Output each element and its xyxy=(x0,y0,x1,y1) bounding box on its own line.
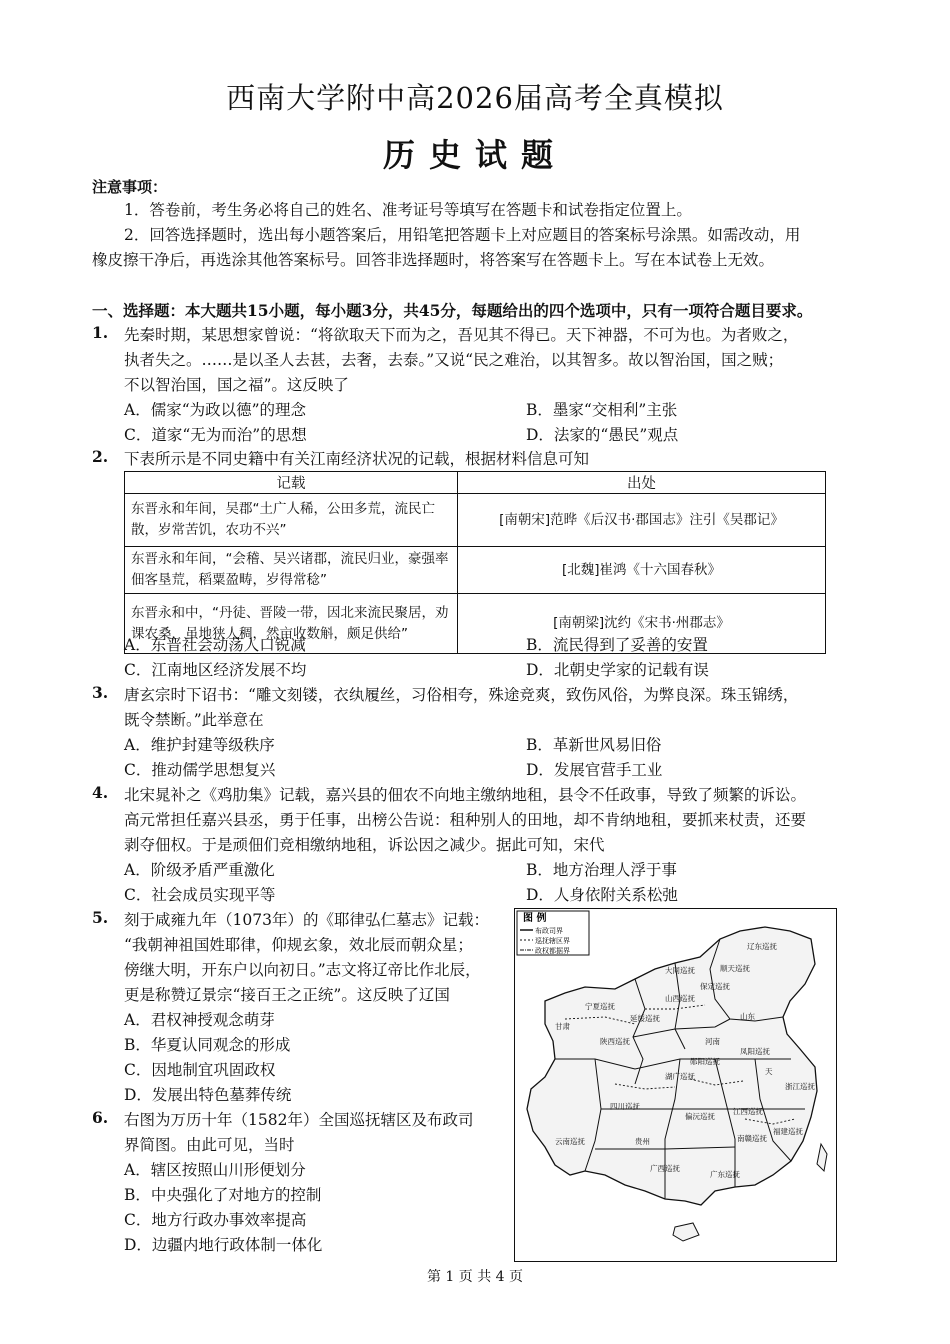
notes-heading: 注意事项： xyxy=(92,178,168,196)
map-label-fujian: 福建巡抚 xyxy=(773,1127,803,1136)
q4-option-b: B．地方治理人浮于事 xyxy=(526,861,677,879)
q5-option-c: C．因地制宜巩固政权 xyxy=(124,1061,276,1079)
map-label-guangxi: 广西巡抚 xyxy=(650,1164,680,1173)
table-header-source: 出处 xyxy=(458,472,826,494)
q1-stem-line2: 执者失之。……是以圣人去甚，去奢，去泰。”又说“民之难治，以其智多。故以智治国，国之贼； xyxy=(124,351,784,369)
q6-option-d: D．边疆内地行政体制一体化 xyxy=(124,1236,323,1254)
q5-option-d: D．发展出特色墓葬传统 xyxy=(124,1086,292,1104)
q4-option-c: C．社会成员实现平等 xyxy=(124,886,276,904)
map-label-ningxia: 宁夏巡抚 xyxy=(585,1002,615,1011)
q6-stem-line2: 界简图。由此可见，当时 xyxy=(124,1136,295,1154)
map-label-zhejiang: 浙江巡抚 xyxy=(785,1082,815,1091)
map-label-datong: 大同巡抚 xyxy=(665,966,695,975)
q3-stem-line2: 既令禁断。”此举意在 xyxy=(124,711,264,729)
legend-item-1: 布政司界 xyxy=(535,927,563,935)
q3-option-a: A．维护封建等级秩序 xyxy=(124,736,275,754)
table-row3-source: [南朝梁]沈约《宋书·州郡志》 xyxy=(458,594,826,654)
note-item-2-line2: 橡皮擦干净后，再选涂其他答案标号。回答非选择题时，将答案写在答题卡上。写在本试卷上无效。 xyxy=(92,251,775,269)
legend-title: 图 例 xyxy=(523,913,547,924)
q4-stem-line3: 剥夺佃权。于是顽佃们竞相缴纳地租，诉讼因之减少。据此可知，宋代 xyxy=(124,836,605,854)
q6-stem-line1: 右图为万历十年（1582年）全国巡抚辖区及布政司 xyxy=(124,1111,474,1129)
q3-number: 3. xyxy=(92,683,109,702)
map-label-pianyuan: 偏沅巡抚 xyxy=(685,1112,715,1121)
map-label-shaanxi: 陕西巡抚 xyxy=(600,1037,630,1046)
q4-stem-line1: 北宋晁补之《鸡肋集》记载，嘉兴县的佃农不向地主缴纳地租，县令不任政事，导致了频繁的诉讼。 xyxy=(124,786,807,804)
q6-option-b: B．中央强化了对地方的控制 xyxy=(124,1186,322,1204)
q2-number: 2. xyxy=(92,447,109,466)
q1-option-d: D．法家的“愚民”观点 xyxy=(526,426,679,444)
map-label-tian: 天 xyxy=(765,1067,773,1076)
map-label-fengyang: 凤阳巡抚 xyxy=(740,1047,770,1056)
q3-option-c: C．推动儒学思想复兴 xyxy=(124,761,276,779)
records-table xyxy=(124,471,826,654)
map-label-baoding: 保定巡抚 xyxy=(700,982,730,991)
q4-number: 4. xyxy=(92,783,109,802)
q5-option-a: A．君权神授观念萌芽 xyxy=(124,1011,275,1029)
q1-option-a: A．儒家“为政以德”的理念 xyxy=(124,401,307,419)
q2-option-a: A．东晋社会动荡人口锐减 xyxy=(124,636,306,654)
map-label-henan: 河南 xyxy=(705,1037,720,1046)
ming-governor-map xyxy=(514,908,837,1262)
table-row1-record: 东晋永和年间，吴郡“土广人稀，公田多荒，流民亡散，岁常苦饥，农功不兴” xyxy=(125,494,458,547)
map-label-guizhou: 贵州 xyxy=(635,1137,650,1146)
q5-stem-line4: 更是称赞辽景宗“接百王之正统”。这反映了辽国 xyxy=(124,986,450,1004)
q3-option-d: D．发展官营手工业 xyxy=(526,761,663,779)
map-label-nangan: 南赣巡抚 xyxy=(737,1134,767,1143)
q1-number: 1. xyxy=(92,323,109,342)
map-label-yunnan: 云南巡抚 xyxy=(555,1137,585,1146)
map-label-liaodong: 辽东巡抚 xyxy=(747,942,777,951)
map-label-shuntian: 顺天巡抚 xyxy=(720,964,750,973)
taiwan-island xyxy=(817,1144,827,1171)
q3-option-b: B．革新世风易旧俗 xyxy=(526,736,662,754)
table-row3-record: 东晋永和中，“丹徒、晋陵一带，因北来流民聚居，劝课农桑，虽地狭人稠，然亩收数斛，颇足供给” xyxy=(125,594,458,654)
hainan-island xyxy=(673,1223,699,1241)
map-label-sichuan: 四川巡抚 xyxy=(610,1102,640,1111)
q5-stem-line2: “我朝神祖国姓耶律，仰规玄象，效北辰而朝众星； xyxy=(124,936,473,954)
map-label-guangdong: 广东巡抚 xyxy=(710,1170,740,1179)
q6-option-a: A．辖区按照山川形便划分 xyxy=(124,1161,306,1179)
q4-stem-line2: 高元常担任嘉兴县丞，勇于任事，出榜公告说：租种别人的田地，却不肯纳地租，要抓来杖责，还要 xyxy=(124,811,807,829)
q4-option-a: A．阶级矛盾严重激化 xyxy=(124,861,275,879)
q1-option-b: B．墨家“交相利”主张 xyxy=(526,401,678,419)
map-label-shandong: 山东 xyxy=(740,1012,755,1021)
page-footer: 第 1 页 共 4 页 xyxy=(426,1269,524,1285)
map-label-huguang: 湖广巡抚 xyxy=(665,1072,695,1081)
table-row2-source: [北魏]崔鸿《十六国春秋》 xyxy=(458,547,826,594)
map-drawing xyxy=(515,909,836,1261)
table-row2-record: 东晋永和年间，“会稽、吴兴诸郡，流民归业，豪强率佃客垦荒，稻粟盈畴，岁得常稔” xyxy=(125,547,458,594)
section-heading: 一、选择题：本大题共15小题，每小题3分，共45分，每题给出的四个选项中，只有一项符合题目要求。 xyxy=(92,301,813,320)
legend-item-2: 巡抚辖区界 xyxy=(535,937,570,945)
q6-number: 6. xyxy=(92,1108,109,1127)
q3-stem-line1: 唐玄宗时下诏书：“雕文刻镂，衣纨履丝，习俗相夸，殊途竞爽，致伤风俗，为弊良深。珠玉锦绣， xyxy=(124,686,799,704)
q2-stem: 下表所示是不同史籍中有关江南经济状况的记载，根据材料信息可知 xyxy=(124,450,590,468)
q5-stem-line3: 傍继大明，开东户以向初日。”志文将辽帝比作北辰， xyxy=(124,961,481,979)
q1-stem-line1: 先秦时期，某思想家曾说：“将欲取天下而为之，吾见其不得已。天下神器，不可为也。为者败之， xyxy=(124,326,799,344)
map-label-yansui: 延绥巡抚 xyxy=(630,1014,660,1023)
q2-option-c: C．江南地区经济发展不均 xyxy=(124,661,307,679)
note-item-1: 1．答卷前，考生务必将自己的姓名、准考证号等填写在答题卡和试卷指定位置上。 xyxy=(124,201,692,219)
note-item-2-line1: 2．回答选择题时，选出每小题答案后，用铅笔把答题卡上对应题目的答案标号涂黑。如需改动，用 xyxy=(124,226,801,244)
q4-option-d: D．人身依附关系松弛 xyxy=(526,886,678,904)
exam-subject: 历史试题 xyxy=(382,136,567,174)
table-header-record: 记载 xyxy=(125,472,458,494)
q5-number: 5. xyxy=(92,908,109,927)
exam-title: 西南大学附中高2026届高考全真模拟 xyxy=(226,81,724,115)
q5-stem-line1: 刻于咸雍九年（1073年）的《耶律弘仁墓志》记载： xyxy=(124,911,489,929)
q5-option-b: B．华夏认同观念的形成 xyxy=(124,1036,291,1054)
q2-option-b: B．流民得到了妥善的安置 xyxy=(526,636,708,654)
map-label-shanxi: 山西巡抚 xyxy=(665,994,695,1003)
map-label-gansu: 甘肃 xyxy=(555,1022,570,1031)
q1-option-c: C．道家“无为而治”的思想 xyxy=(124,426,307,444)
q1-stem-line3: 不以智治国，国之福”。这反映了 xyxy=(124,376,349,394)
map-label-yunyang: 郧阳巡抚 xyxy=(690,1057,720,1066)
map-label-jiangxi: 江西巡抚 xyxy=(733,1107,763,1116)
q2-option-d: D．北朝史学家的记载有误 xyxy=(526,661,709,679)
table-row1-source: [南朝宋]范晔《后汉书·郡国志》注引《吴郡记》 xyxy=(458,494,826,547)
q6-option-c: C．地方行政办事效率提高 xyxy=(124,1211,307,1229)
legend-item-3: 政权都据界 xyxy=(535,947,570,955)
